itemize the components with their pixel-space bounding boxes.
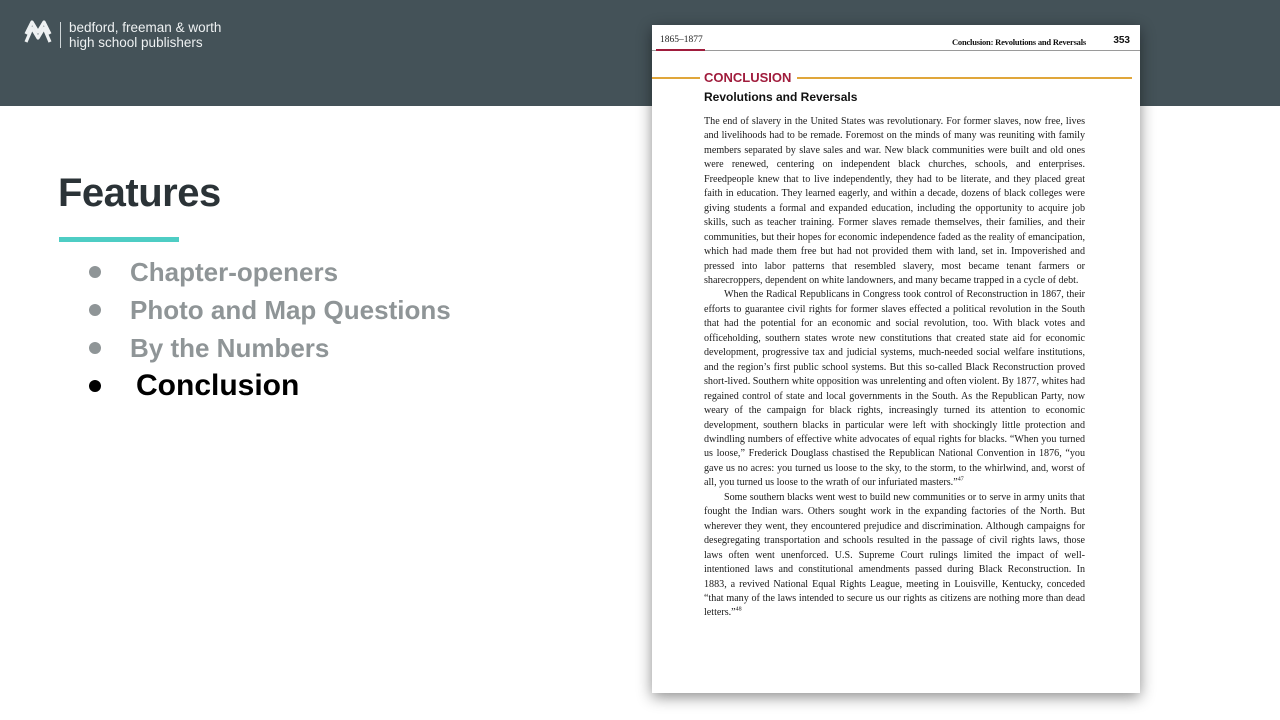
publisher-name [69,20,221,50]
slide-title: Features [58,171,221,215]
paragraph-text: The end of slavery in the United States was revolutionary. For former slaves, now free, lives and livelihoods had to be remade. Foremost on the minds of many was reuniting with family members separated by slave sales and war. New black communities were built and old ones were renewed, centering on independent black churches, schools, and enterprises. Freedpeople knew that to live independently, they had to be literate, and they placed great faith in education. They learned eagerly, and within a decade, dozens of black colleges were giving students a formal and expanded education, including the opportunity to acquire job skills, such as teacher training. Former slaves remade themselves, their families, and their communities, but their hopes for economic independence faded as the reality of emancipation, which had made them free but had not provided them with land, set in. Impoverished and pressed into labor patterns that resembled slavery, most became tenant farmers or sharecroppers, dependent on white landowners, and many became trapped in a cycle of debt. [704,116,1085,286]
publisher-logo [24,20,221,50]
bullet-dot-icon [89,304,101,316]
section-rule-left [652,77,700,79]
footnote-ref: 47 [957,476,964,483]
running-head-dates: 1865–1877 [660,35,703,45]
feature-list [86,253,451,405]
paragraph [704,491,1085,621]
paragraph [704,288,1085,490]
bullet-dot-icon [89,342,101,354]
section-title: Revolutions and Reversals [704,90,858,104]
page-number: 353 [1113,35,1130,46]
running-head-rule [656,49,705,51]
feature-item-conclusion [86,367,451,405]
bullet-dot-icon [89,266,101,278]
feature-label: By the Numbers [130,332,330,363]
paragraph-text: Some southern blacks went west to build new communities or to serve in army units that fought the Indian wars. Others sought work in the expanding factories of the North. But wherever they went, they encountered prejudice and discrimination. Although campaigns for desegregating transportation and schools resulted in the passage of civil rights laws, those laws often went unenforced. U.S. Supreme Court rulings limited the impact of well-intentioned laws and constitutional amendments passed during Black Reconstruction. In 1883, a revived National Equal Rights League, meeting in Louisville, Kentucky, conceded “that many of the laws intended to secure us our rights as citizens are nothing more than dead letters.” [704,491,1085,619]
title-underline [59,237,179,242]
bullet-dot-icon [89,380,101,392]
publisher-name-line1: bedford, freeman & worth [69,20,222,35]
macmillan-logo-icon [24,20,52,46]
feature-item-photo-map-questions [86,291,451,329]
section-rule-right [797,77,1132,79]
feature-label: Conclusion [136,369,300,402]
paragraph [704,115,1085,288]
section-heading-row [652,70,1140,86]
feature-label: Photo and Map Questions [130,294,451,325]
section-label: CONCLUSION [704,70,792,85]
paragraph-text: When the Radical Republicans in Congress took control of Reconstruction in 1867, their efforts to guarantee civil rights for former slaves effected a political revolution in the South that had the potential for an economic and social revolution, too. With black votes and officeholding, southern states wrote new constitutions that created state aid for economic development, progressive tax and judicial systems, much-needed social welfare institutions, and the region’s first public school systems. But this so-called Black Reconstruction proved short-lived. Southern white opposition was unrelenting and often violent. By 1877, whites had regained control of state and local governments in the South. As the Republican Party, now weary of the campaign for black rights, increasingly turned its attention to economic development, southern blacks in particular were left with shockingly little protection and dwindling numbers of effective white advocates of equal rights for blacks. “When you turned us loose,” Frederick Douglass chastised the Republican National Convention in 1876, “you gave us no acres: you turned us loose to the sky, to the storm, to the whirlwind, and, worst of all, you turned us loose to the wrath of our infuriated masters.” [704,289,1085,489]
logo-divider [60,22,61,48]
feature-item-by-the-numbers [86,329,451,367]
body-text [704,115,1085,621]
feature-label: Chapter-openers [130,256,339,287]
publisher-name-line2: high school publishers [69,35,203,50]
running-head-title: Conclusion: Revolutions and Reversals [951,37,1086,47]
footnote-ref: 48 [735,607,742,614]
feature-item-chapter-openers [86,253,451,291]
running-head [652,25,1140,51]
textbook-page [652,25,1140,693]
